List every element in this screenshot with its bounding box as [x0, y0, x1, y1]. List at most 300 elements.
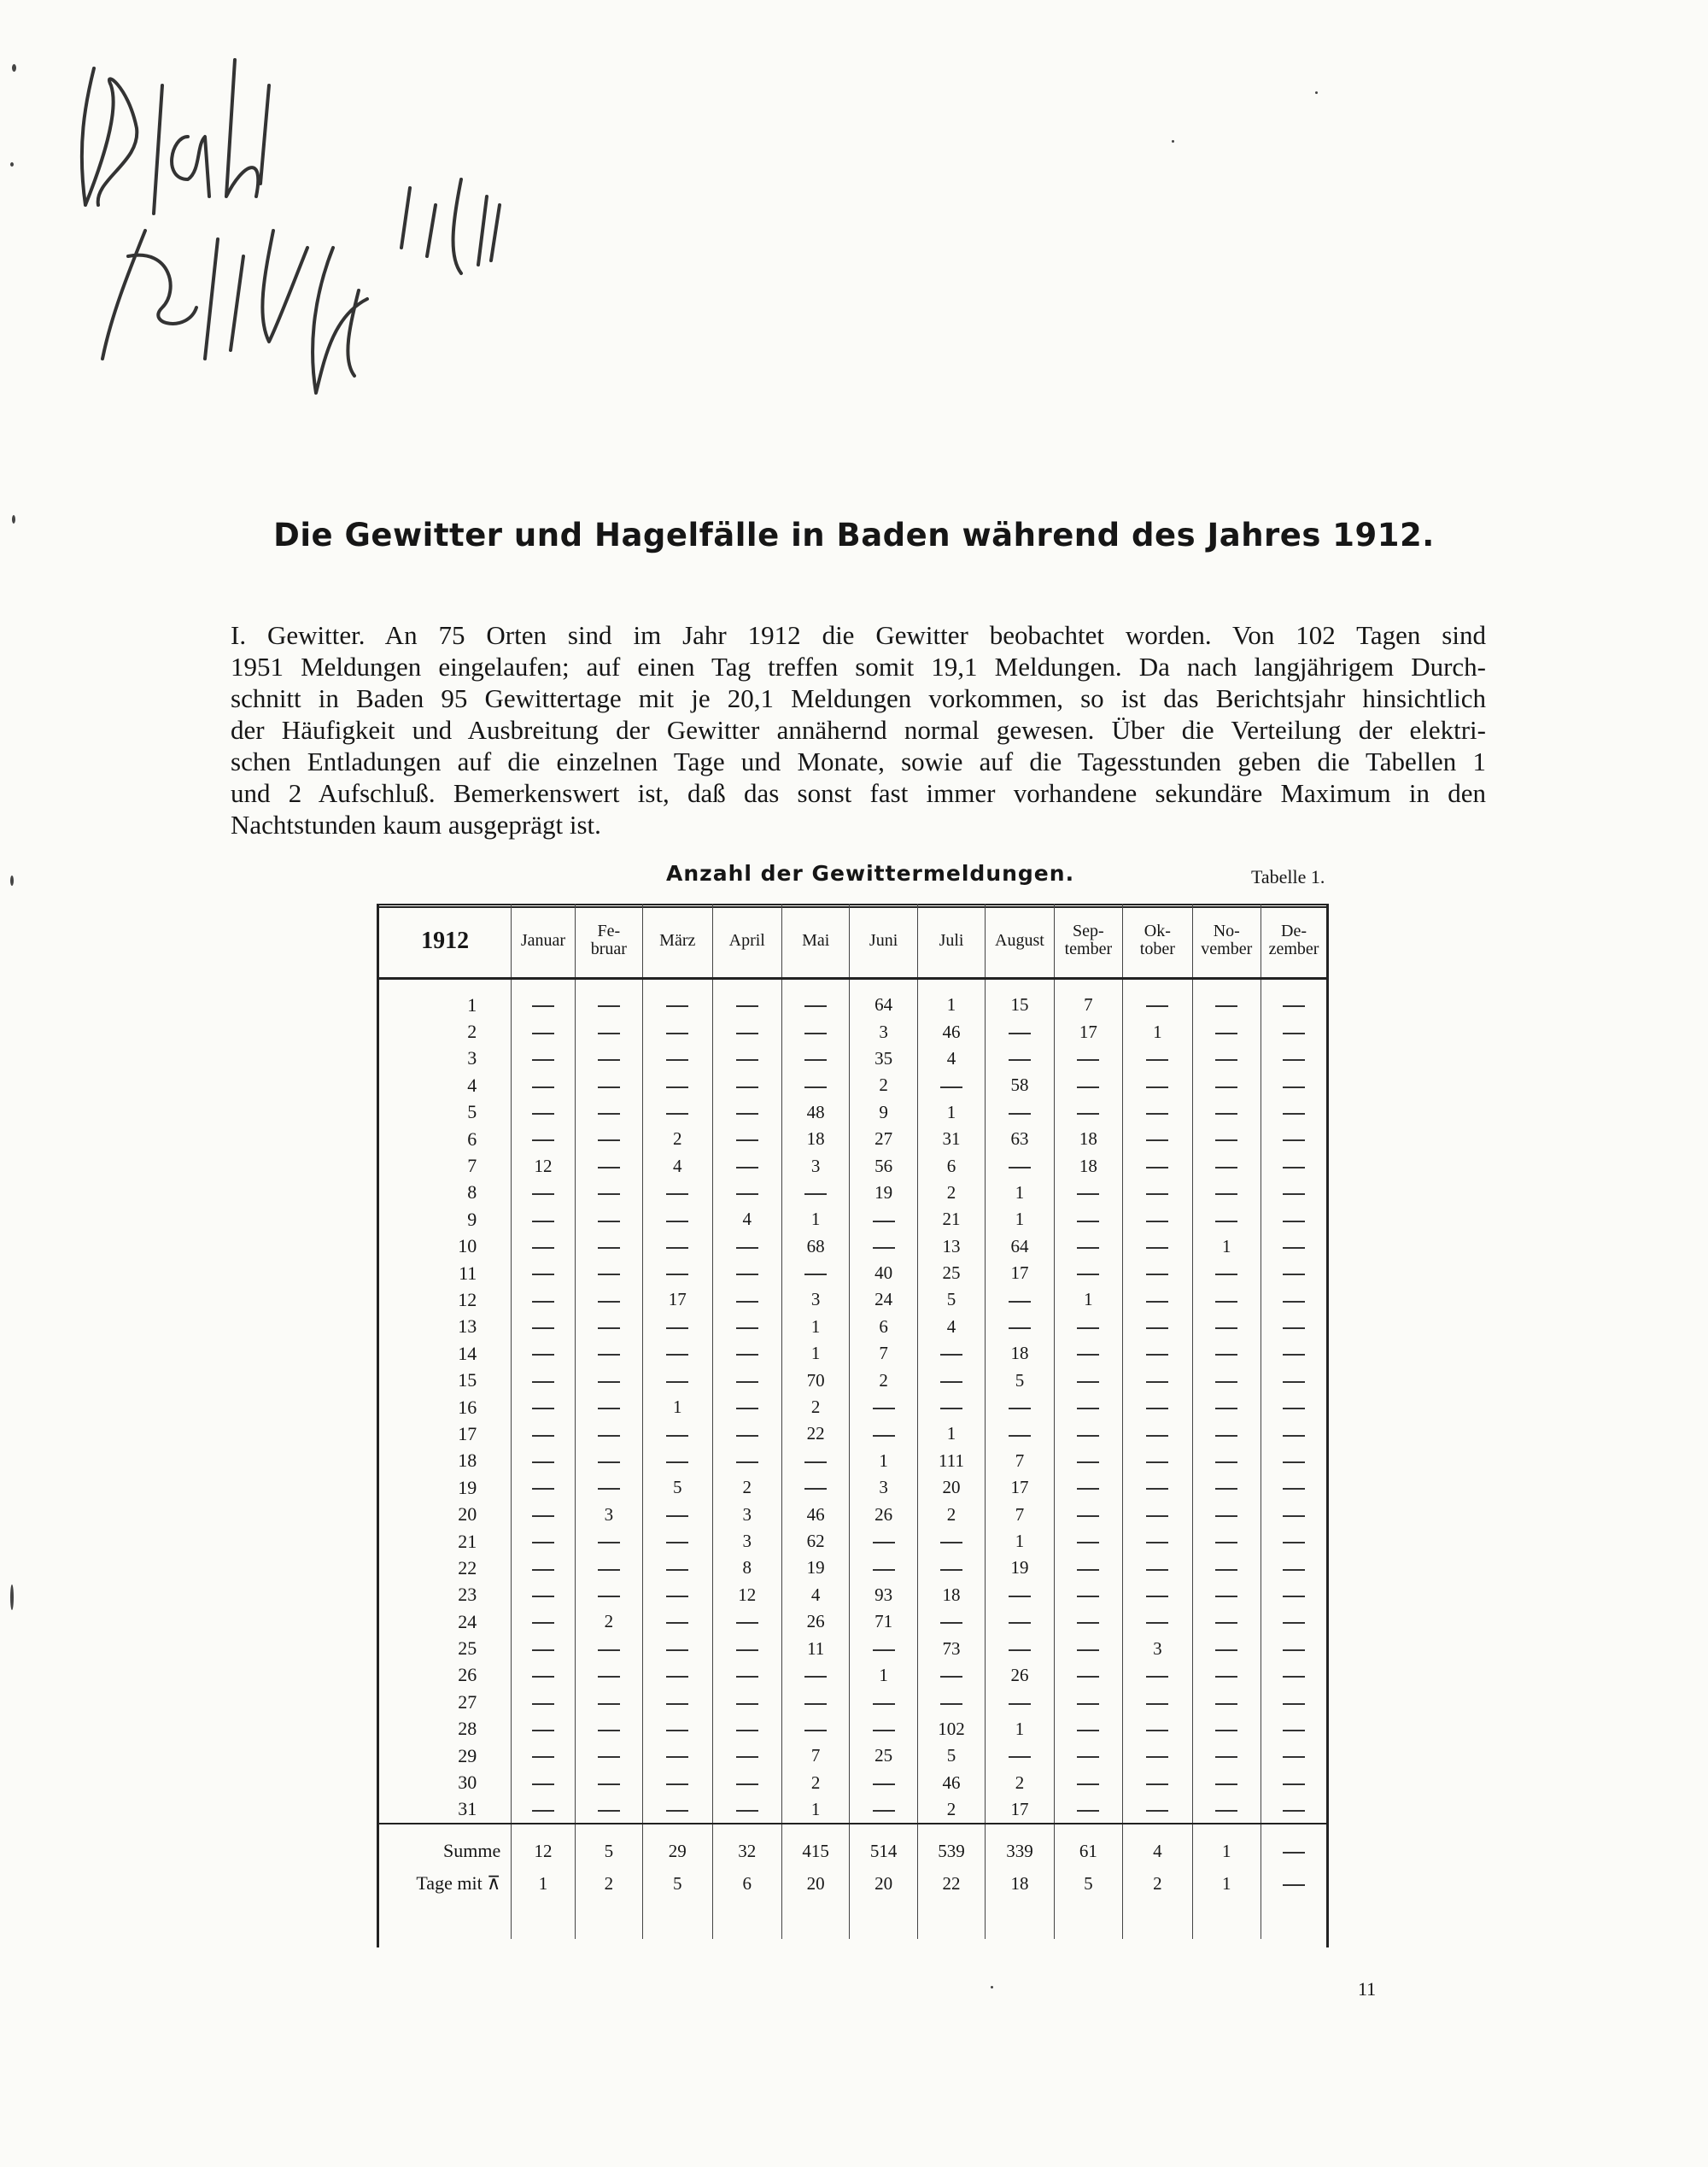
table-cell-empty	[1192, 1420, 1261, 1447]
table-cell: 3	[850, 1018, 917, 1045]
table-cell-empty	[712, 1420, 781, 1447]
month-header-text: De-	[1281, 922, 1307, 940]
dash-mark	[804, 1033, 827, 1034]
table-cell-empty	[1261, 1126, 1326, 1152]
dash-mark	[736, 1703, 758, 1705]
dash-mark	[1146, 1676, 1168, 1678]
dash-mark	[873, 1810, 895, 1812]
dash-mark	[804, 1005, 827, 1007]
table-cell-empty	[1192, 1099, 1261, 1126]
table-cell-empty	[850, 1796, 917, 1824]
sum-row	[379, 1824, 1326, 1871]
table-cell: 1	[1192, 1871, 1261, 1896]
table-cell: 12	[712, 1582, 781, 1608]
table-cell-empty	[1192, 1260, 1261, 1286]
table-row	[379, 1072, 1326, 1098]
dash-mark	[666, 1005, 688, 1007]
dash-mark	[532, 1327, 554, 1329]
table-cell: 20	[917, 1474, 985, 1501]
table-cell: 27	[850, 1126, 917, 1152]
table-cell-empty	[643, 1796, 712, 1824]
table-cell-empty	[712, 1796, 781, 1824]
table-cell-empty	[1054, 1582, 1122, 1608]
filler-cell	[850, 1896, 917, 1939]
table-cell-empty	[512, 1769, 575, 1795]
dash-mark	[1077, 1810, 1099, 1812]
table-cell-empty	[643, 1742, 712, 1769]
dash-mark	[1283, 1408, 1305, 1409]
table-cell: 61	[1054, 1824, 1122, 1871]
table-cell-empty	[643, 1340, 712, 1367]
dash-mark	[1283, 1301, 1305, 1303]
table-cell-empty	[1261, 1233, 1326, 1260]
month-header-text: Fe-	[597, 922, 621, 940]
table-cell-empty	[575, 1180, 642, 1206]
table-cell-empty	[1192, 1448, 1261, 1474]
table-row	[379, 1582, 1326, 1608]
row-label: 23	[458, 1584, 477, 1606]
dash-mark	[532, 1247, 554, 1249]
dash-mark	[1283, 1569, 1305, 1571]
table-cell-empty	[850, 1769, 917, 1795]
table-cell: 7	[986, 1501, 1054, 1527]
dash-mark	[532, 1408, 554, 1409]
intro-line: 1951 Meldungen eingelaufen; auf einen Tag treffen somit 19,1 Meldungen. Da nach langjährigem Durch-	[231, 652, 1486, 682]
dash-mark	[1146, 1756, 1168, 1758]
table-cell-empty	[1054, 1340, 1122, 1367]
table-cell-empty	[712, 1152, 781, 1179]
table-row	[379, 1233, 1326, 1260]
table-cell-empty	[1123, 1501, 1192, 1527]
dash-mark	[666, 1033, 688, 1034]
table-cell-empty	[643, 1180, 712, 1206]
table-cell-empty	[1123, 1582, 1192, 1608]
dash-mark	[1009, 1596, 1031, 1597]
table-cell-empty	[643, 1018, 712, 1045]
dash-mark	[1146, 1515, 1168, 1517]
table-cell: 18	[917, 1582, 985, 1608]
table-cell-empty	[1123, 1528, 1192, 1555]
table-cell-empty	[512, 1582, 575, 1608]
table-cell-empty	[1192, 1314, 1261, 1340]
table-cell-empty	[643, 1072, 712, 1098]
table-cell-empty	[575, 1662, 642, 1689]
dash-mark	[1283, 1139, 1305, 1141]
dash-mark	[1215, 1327, 1237, 1329]
table-row	[379, 1152, 1326, 1179]
table-cell: 4	[781, 1582, 849, 1608]
table-cell: 2	[917, 1180, 985, 1206]
table-cell-empty	[1192, 1474, 1261, 1501]
dash-mark	[598, 1086, 620, 1088]
dash-mark	[1283, 1461, 1305, 1463]
dash-mark	[598, 1488, 620, 1490]
table-cell-empty	[575, 1260, 642, 1286]
dash-mark	[1283, 1381, 1305, 1383]
table-cell: 26	[781, 1608, 849, 1635]
dash-mark	[804, 1676, 827, 1678]
table-cell-empty	[512, 1501, 575, 1527]
table-cell-empty	[712, 1635, 781, 1661]
dash-mark	[940, 1569, 962, 1571]
dash-mark	[1146, 1542, 1168, 1543]
dash-mark	[1215, 1515, 1237, 1517]
table-cell-empty	[1261, 1796, 1326, 1824]
dash-mark	[940, 1354, 962, 1356]
table-cell-empty	[1261, 1099, 1326, 1126]
table-cell: 2	[712, 1474, 781, 1501]
table-row	[379, 1018, 1326, 1045]
table-cell: 2	[575, 1608, 642, 1635]
table-cell-empty	[850, 1635, 917, 1661]
table-cell-empty	[643, 1608, 712, 1635]
table-cell-empty	[850, 1420, 917, 1447]
spacer-cell	[917, 979, 985, 993]
dash-mark	[736, 1354, 758, 1356]
table-cell: 1	[917, 1099, 985, 1126]
table-cell-empty	[1054, 1796, 1122, 1824]
dash-mark	[804, 1488, 827, 1490]
dash-mark	[598, 1167, 620, 1168]
table-cell: 5	[575, 1824, 642, 1871]
table-cell-empty	[712, 1394, 781, 1420]
dash-mark	[666, 1113, 688, 1115]
table-cell: 35	[850, 1045, 917, 1072]
dash-mark	[532, 1488, 554, 1490]
dash-mark	[666, 1193, 688, 1195]
table-cell-empty	[1123, 1340, 1192, 1367]
table-cell-empty	[1123, 992, 1192, 1018]
row-label: 31	[458, 1798, 477, 1820]
dash-mark	[1215, 1059, 1237, 1061]
table-cell-empty	[1261, 1501, 1326, 1527]
table-cell-empty	[1054, 1716, 1122, 1742]
table-frame	[377, 904, 1329, 1947]
row-label: 16	[458, 1396, 477, 1418]
dash-mark	[532, 1086, 554, 1088]
dash-mark	[666, 1461, 688, 1463]
table-cell-empty	[917, 1394, 985, 1420]
dash-mark	[804, 1274, 827, 1275]
dash-mark	[736, 1301, 758, 1303]
table-cell-empty	[575, 1018, 642, 1045]
table-cell: 25	[850, 1742, 917, 1769]
table-cell-empty	[1192, 1662, 1261, 1689]
table-label: Tabelle 1.	[1251, 866, 1325, 887]
table-row	[379, 1286, 1326, 1313]
dash-mark	[532, 1193, 554, 1195]
table-cell: 2	[917, 1501, 985, 1527]
table-cell-empty	[512, 1394, 575, 1420]
dash-mark	[1283, 1622, 1305, 1624]
dash-mark	[940, 1703, 962, 1705]
dash-mark	[1146, 1301, 1168, 1303]
table-cell-empty	[643, 1501, 712, 1527]
table-cell: 46	[917, 1018, 985, 1045]
table-row	[379, 992, 1326, 1018]
table-cell-empty	[643, 1314, 712, 1340]
dash-mark	[873, 1703, 895, 1705]
table-cell-empty	[1261, 1582, 1326, 1608]
table-cell-empty	[643, 1420, 712, 1447]
dash-mark	[1077, 1730, 1099, 1731]
table-cell: 1	[1054, 1286, 1122, 1313]
table-cell-empty	[712, 1180, 781, 1206]
table-cell: 7	[850, 1340, 917, 1367]
table-cell-empty	[781, 1180, 849, 1206]
dash-mark	[1146, 1167, 1168, 1168]
dash-mark	[736, 1167, 758, 1168]
table-cell: 5	[986, 1367, 1054, 1393]
dash-mark	[736, 1676, 758, 1678]
dash-mark	[1146, 1354, 1168, 1356]
month-header-text: No-	[1213, 922, 1240, 940]
dash-mark	[736, 1649, 758, 1651]
dash-mark	[1009, 1435, 1031, 1437]
table-cell-empty	[643, 1206, 712, 1233]
table-cell-empty	[512, 1180, 575, 1206]
table-cell: 2	[781, 1394, 849, 1420]
table-cell: 20	[781, 1871, 849, 1896]
intro-line: Nachtstunden kaum ausgeprägt ist.	[231, 810, 601, 840]
table-cell: 2	[850, 1072, 917, 1098]
table-cell-empty	[575, 1796, 642, 1824]
table-cell-empty	[850, 1394, 917, 1420]
month-header-text: tober	[1139, 940, 1175, 958]
dash-mark	[1077, 1569, 1099, 1571]
dash-mark	[1009, 1408, 1031, 1409]
dash-mark	[1077, 1354, 1099, 1356]
table-cell-empty	[1192, 1555, 1261, 1581]
dash-mark	[1215, 1756, 1237, 1758]
table-cell: 2	[850, 1367, 917, 1393]
table-cell-empty	[512, 1448, 575, 1474]
table-cell-empty	[1261, 992, 1326, 1018]
dash-mark	[1077, 1221, 1099, 1222]
table-cell-empty	[712, 1689, 781, 1715]
dash-mark	[598, 1327, 620, 1329]
table-cell: 24	[850, 1286, 917, 1313]
table-cell: 3	[575, 1501, 642, 1527]
table-cell-empty	[1261, 1769, 1326, 1795]
table-cell-empty	[575, 1448, 642, 1474]
table-cell: 20	[850, 1871, 917, 1896]
dash-mark	[1215, 1408, 1237, 1409]
table-cell-empty	[575, 1555, 642, 1581]
row-label: 5	[467, 1101, 477, 1123]
table-cell-empty	[1261, 1555, 1326, 1581]
dash-mark	[532, 1381, 554, 1383]
table-cell-empty	[712, 1367, 781, 1393]
dash-mark	[873, 1783, 895, 1785]
table-cell: 22	[781, 1420, 849, 1447]
table-cell-empty	[781, 1689, 849, 1715]
table-cell-empty	[1123, 1206, 1192, 1233]
table-cell-empty	[1261, 1742, 1326, 1769]
table-cell-empty	[575, 1099, 642, 1126]
table-row	[379, 1045, 1326, 1072]
table-cell-empty	[1192, 1689, 1261, 1715]
dash-mark	[666, 1810, 688, 1812]
table-cell: 3	[712, 1501, 781, 1527]
table-cell-empty	[1123, 1367, 1192, 1393]
table-cell: 46	[781, 1501, 849, 1527]
spacer-cell	[850, 979, 917, 993]
table-cell-empty	[986, 1420, 1054, 1447]
table-cell-empty	[917, 1367, 985, 1393]
row-label: 8	[467, 1181, 477, 1204]
month-header-text: Ok-	[1144, 922, 1171, 940]
table-cell-empty	[1123, 1233, 1192, 1260]
table-cell-empty	[1123, 1314, 1192, 1340]
dash-mark	[598, 1461, 620, 1463]
dash-mark	[1146, 1730, 1168, 1731]
dash-mark	[598, 1381, 620, 1383]
dash-mark	[1283, 1596, 1305, 1597]
table-cell: 63	[986, 1126, 1054, 1152]
month-header-text: April	[728, 930, 765, 950]
dash-mark	[1283, 1354, 1305, 1356]
table-cell-empty	[575, 1340, 642, 1367]
table-cell: 17	[986, 1260, 1054, 1286]
table-cell-empty	[512, 1608, 575, 1635]
table-cell-empty	[512, 1286, 575, 1313]
dash-mark	[532, 1756, 554, 1758]
table-cell: 539	[917, 1824, 985, 1871]
dash-mark	[598, 1703, 620, 1705]
table-cell: 12	[512, 1152, 575, 1179]
table-cell: 1	[917, 992, 985, 1018]
year-header: 1912	[379, 904, 512, 979]
table-cell: 48	[781, 1099, 849, 1126]
dash-mark	[1283, 1488, 1305, 1490]
dash-mark	[1146, 1327, 1168, 1329]
table-cell: 4	[917, 1045, 985, 1072]
table-cell-empty	[1261, 1206, 1326, 1233]
month-header	[917, 904, 985, 979]
table-cell: 31	[917, 1126, 985, 1152]
table-row	[379, 1474, 1326, 1501]
table-row	[379, 1796, 1326, 1824]
dash-mark	[1283, 1730, 1305, 1731]
dash-mark	[1146, 1810, 1168, 1812]
dash-mark	[1215, 1542, 1237, 1543]
table-cell-empty	[1054, 1180, 1122, 1206]
dash-mark	[1283, 1005, 1305, 1007]
table-cell: 6	[850, 1314, 917, 1340]
table-cell: 17	[986, 1796, 1054, 1824]
dash-mark	[1283, 1756, 1305, 1758]
table-cell-empty	[986, 1635, 1054, 1661]
filler-cell	[379, 1896, 512, 1939]
table-cell-empty	[1261, 1474, 1326, 1501]
table-cell-empty	[712, 1018, 781, 1045]
dash-mark	[1009, 1622, 1031, 1624]
month-header	[575, 904, 642, 979]
table-cell-empty	[1192, 1769, 1261, 1795]
row-label: 29	[458, 1744, 477, 1766]
dash-mark	[1215, 1676, 1237, 1678]
dash-mark	[598, 1005, 620, 1007]
table-cell-empty	[512, 1474, 575, 1501]
table-cell-empty	[1192, 1528, 1261, 1555]
month-header-text: bruar	[590, 940, 627, 958]
table-cell-empty	[643, 1045, 712, 1072]
table-cell-empty	[917, 1608, 985, 1635]
table-cell-empty	[1123, 1769, 1192, 1795]
table-cell-empty	[512, 1340, 575, 1367]
intro-paragraph	[231, 619, 1486, 840]
filler-cell	[986, 1896, 1054, 1939]
table-cell: 3	[850, 1474, 917, 1501]
row-label: 18	[458, 1450, 477, 1472]
dash-mark	[1283, 1810, 1305, 1812]
dash-mark	[666, 1221, 688, 1222]
row-label: Tage mit ⊼	[416, 1872, 501, 1895]
days-with-thunder-row	[379, 1871, 1326, 1896]
dash-mark	[532, 1113, 554, 1115]
table-cell-empty	[1054, 1045, 1122, 1072]
table-cell-empty	[1123, 1099, 1192, 1126]
dash-mark	[666, 1649, 688, 1651]
row-label: 3	[467, 1047, 477, 1069]
dash-mark	[1215, 1783, 1237, 1785]
table-cell: 2	[781, 1769, 849, 1795]
spacer-cell	[986, 979, 1054, 993]
table-cell-empty	[1192, 1018, 1261, 1045]
dash-mark	[1077, 1247, 1099, 1249]
table-cell: 17	[643, 1286, 712, 1313]
dash-mark	[1009, 1167, 1031, 1168]
table-cell-empty	[1123, 1152, 1192, 1179]
table-cell-empty	[712, 1742, 781, 1769]
row-label: 22	[458, 1556, 477, 1578]
spacer-cell	[1123, 979, 1192, 993]
table-cell-empty	[712, 992, 781, 1018]
month-header-text: vember	[1201, 940, 1253, 958]
table-cell-empty	[575, 1716, 642, 1742]
dash-mark	[1146, 1783, 1168, 1785]
scan-speck	[991, 1986, 993, 1988]
dash-mark	[1283, 1515, 1305, 1517]
table-cell-empty	[1054, 1742, 1122, 1769]
table-cell-empty	[643, 1689, 712, 1715]
month-header	[643, 904, 712, 979]
row-label: 15	[458, 1369, 477, 1391]
table-cell-empty	[1123, 1180, 1192, 1206]
dash-mark	[666, 1381, 688, 1383]
dash-mark	[1077, 1113, 1099, 1115]
table-cell-empty	[986, 1152, 1054, 1179]
table-cell-empty	[575, 992, 642, 1018]
table-row	[379, 1608, 1326, 1635]
table-cell-empty	[575, 1286, 642, 1313]
row-label: 1	[467, 993, 477, 1016]
table-cell-empty	[512, 1420, 575, 1447]
table-cell: 7	[986, 1448, 1054, 1474]
table-row	[379, 1448, 1326, 1474]
dash-mark	[736, 1435, 758, 1437]
table-cell-empty	[1261, 1608, 1326, 1635]
table-cell-empty	[512, 1555, 575, 1581]
dash-mark	[1077, 1086, 1099, 1088]
spacer-cell	[575, 979, 642, 993]
table-cell-empty	[1261, 1420, 1326, 1447]
table-cell-empty	[512, 1018, 575, 1045]
table-cell-empty	[575, 1742, 642, 1769]
dash-mark	[598, 1408, 620, 1409]
table-cell: 32	[712, 1824, 781, 1871]
